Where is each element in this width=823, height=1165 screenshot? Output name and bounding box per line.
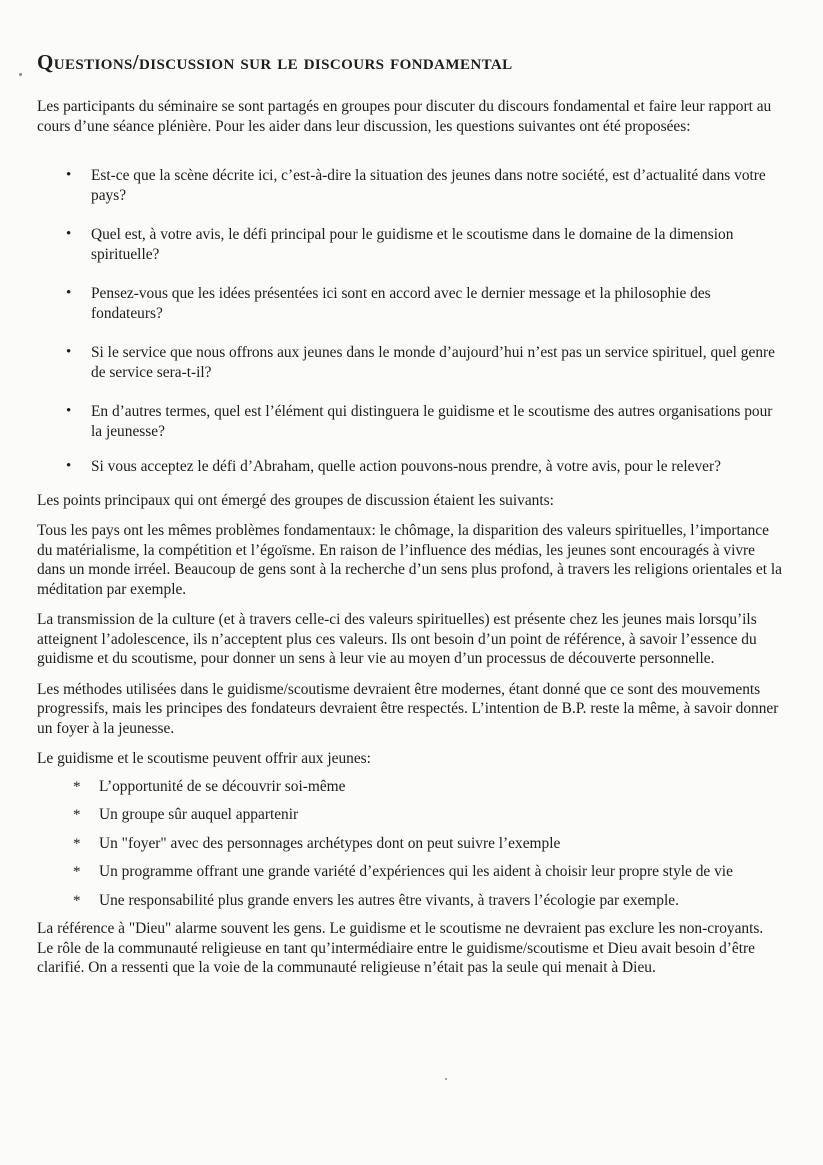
bullet: • bbox=[66, 167, 72, 183]
bullet: * bbox=[73, 778, 81, 795]
questions-list bbox=[37, 166, 782, 477]
bullet: * bbox=[73, 835, 81, 852]
bullet: • bbox=[66, 344, 72, 360]
list-item: * Un "foyer" avec des personnages archétypes dont on peut suivre l’exemple bbox=[37, 834, 782, 854]
bullet: • bbox=[66, 403, 72, 419]
paragraph: La transmission de la culture (et à travers celle-ci des valeurs spirituelles) est présente chez les jeunes mais lorsqu’ils atteignent l’adolescence, ils n’acceptent plus ces valeurs. Ils ont besoin d’un point de référence, à savoir l’essence du guidisme et du scoutisme, pour donner un sens à leur vie au moyen d’un processus de découverte personnelle. bbox=[37, 611, 757, 667]
points-intro: Les points principaux qui ont émergé des groupes de discussion étaient les suivants: bbox=[37, 491, 554, 509]
list-item: • Quel est, à votre avis, le défi principal pour le guidisme et le scoutisme dans le domaine de la dimension spirituelle? bbox=[66, 226, 734, 263]
bullet: * bbox=[73, 892, 81, 909]
list-item: • Si vous acceptez le défi d’Abraham, quelle action pouvons-nous prendre, à votre avis, pour le relever? bbox=[66, 458, 721, 475]
intro-paragraph: Les participants du séminaire se sont partagés en groupes pour discuter du discours fondamental et faire leur rapport au cours d’une séance plénière. Pour les aider dans leur discussion, les questions suivantes ont été proposées: bbox=[37, 98, 772, 135]
list-item: • Si le service que nous offrons aux jeunes dans le monde d’aujourd’hui n’est pas un service spirituel, quel genre de service sera-t-il? bbox=[66, 344, 775, 381]
list-item: * L’opportunité de se découvrir soi-même bbox=[37, 777, 782, 797]
list-item: * Une responsabilité plus grande envers les autres être vivants, à travers l’écologie par exemple. bbox=[37, 891, 782, 911]
list-item: * Un groupe sûr auquel appartenir bbox=[37, 805, 782, 825]
bullet: • bbox=[66, 458, 72, 474]
paragraph: La référence à "Dieu" alarme souvent les gens. Le guidisme et le scoutisme ne devraient pas exclure les non-croyants. Le rôle de la communauté religieuse en tant qu’intermédiaire entre le guidisme/scoutisme et Dieu avait besoin d’être clarifié. On a ressenti que la voie de la communauté religieuse n’était pas la seule qui menait à Dieu. bbox=[37, 920, 764, 976]
list-item: • Est-ce que la scène décrite ici, c’est-à-dire la situation des jeunes dans notre société, est d’actualité dans votre pays? bbox=[66, 167, 766, 204]
offer-intro: Le guidisme et le scoutisme peuvent offrir aux jeunes: bbox=[37, 750, 371, 767]
bullet: * bbox=[73, 807, 81, 823]
document-page bbox=[37, 50, 782, 978]
bullet: • bbox=[66, 285, 72, 301]
paragraph: Les méthodes utilisées dans le guidisme/scoutisme devraient être modernes, étant donné que ce sont des mouvements progressifs, mais les principes des fondateurs devraient être respectés. L’intention de B.P. reste la même, à savoir donner un foyer à la jeunesse. bbox=[37, 680, 779, 737]
bullet: * bbox=[73, 864, 81, 880]
scan-speck bbox=[19, 73, 22, 76]
paragraph: Tous les pays ont les mêmes problèmes fondamentaux: le chômage, la disparition des valeurs spirituelles, l’importance du matérialisme, la compétition et l’égoïsme. En raison de l’influence des médias, les jeunes sont encouragés à vivre dans un monde irréel. Beaucoup de gens sont à la recherche d’un sens plus profond, à travers les religions orientales et la méditation par exemple. bbox=[37, 522, 782, 598]
page-title: Questions/discussion sur le discours fondamental bbox=[37, 50, 513, 74]
list-item: * Un programme offrant une grande variété d’expériences qui les aident à choisir leur propre style de vie bbox=[37, 862, 782, 882]
list-item: • Pensez-vous que les idées présentées ici sont en accord avec le dernier message et la philosophie des fondateurs? bbox=[66, 285, 711, 322]
offers-list bbox=[37, 777, 782, 911]
list-item: • En d’autres termes, quel est l’élément qui distinguera le guidisme et le scoutisme des autres organisations pour la jeunesse? bbox=[66, 403, 773, 440]
bullet: • bbox=[66, 226, 72, 242]
scan-speck bbox=[445, 1078, 447, 1080]
